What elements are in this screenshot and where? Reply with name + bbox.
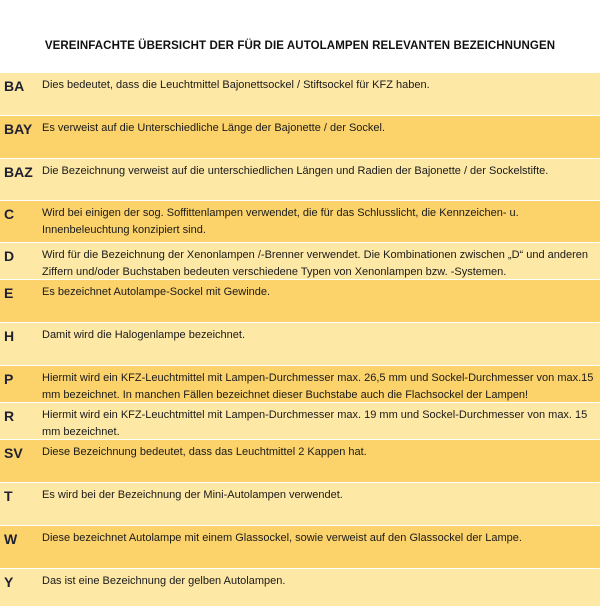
row-description: Diese bezeichnet Autolampe mit einem Glassockel, sowie verweist auf den Glassockel der Lampe.	[42, 532, 522, 544]
row-code: BAZ	[4, 164, 33, 180]
row-description: Es verweist auf die Unterschiedliche Länge der Bajonette / der Sockel.	[42, 122, 386, 134]
table-row	[0, 482, 600, 525]
row-code: SV	[4, 445, 23, 461]
table-row	[0, 279, 600, 322]
row-description: Wird für die Bezeichnung der Xenonlampen /-Brenner verwendet. Die Kombinationen zwischen „D“ und anderen Ziffern und/oder Buchstaben bedeuten verschiedene Typen von Xenonlampen bzw. -Systemen.	[42, 249, 589, 278]
row-code: T	[4, 488, 13, 504]
row-description: Es bezeichnet Autolampe-Sockel mit Gewinde.	[42, 286, 271, 298]
row-code: R	[4, 408, 15, 424]
row-description: Hiermit wird ein KFZ-Leuchtmittel mit Lampen-Durchmesser max. 19 mm und Sockel-Durchmesser von max. 15 mm bezeichnet.	[42, 409, 588, 438]
row-description: Damit wird die Halogenlampe bezeichnet.	[42, 329, 245, 341]
row-description: Hiermit wird ein KFZ-Leuchtmittel mit Lampen-Durchmesser max. 26,5 mm und Sockel-Durchmesser von max.15 mm bezeichnet. In manchen Fällen bezeichnet dieser Buchstabe auch die Flachsockel der Lampen!	[42, 372, 594, 401]
table-row	[0, 365, 600, 402]
table-row	[0, 525, 600, 568]
row-code: Y	[4, 574, 14, 590]
row-description: Wird bei einigen der sog. Soffittenlampen verwendet, die für das Schlusslicht, die Kennzeichen- u. Innenbeleuchtung konzipiert sind.	[42, 207, 519, 236]
table-row	[0, 322, 600, 365]
table-row	[0, 439, 600, 482]
row-code: BA	[4, 78, 25, 94]
row-code: BAY	[4, 121, 33, 137]
row-code: C	[4, 206, 15, 222]
table-row	[0, 242, 600, 279]
row-code: E	[4, 285, 14, 301]
glossary-table	[0, 72, 600, 606]
table-row	[0, 72, 600, 115]
table-row	[0, 200, 600, 242]
table-row	[0, 158, 600, 200]
table-row	[0, 402, 600, 439]
row-code: H	[4, 328, 15, 344]
page-title: VEREINFACHTE ÜBERSICHT DER FÜR DIE AUTOLAMPEN RELEVANTEN BEZEICHNUNGEN	[44, 40, 556, 52]
row-description: Es wird bei der Bezeichnung der Mini-Autolampen verwendet.	[42, 489, 343, 501]
row-description: Dies bedeutet, dass die Leuchtmittel Bajonettsockel / Stiftsockel für KFZ haben.	[42, 79, 430, 91]
row-description: Die Bezeichnung verweist auf die unterschiedlichen Längen und Radien der Bajonette / der Sockelstifte.	[42, 165, 549, 177]
row-description: Das ist eine Bezeichnung der gelben Autolampen.	[42, 575, 286, 587]
row-code: D	[4, 248, 15, 264]
row-code: P	[4, 371, 14, 387]
table-row	[0, 568, 600, 606]
table-row	[0, 115, 600, 158]
row-description: Diese Bezeichnung bedeutet, dass das Leuchtmittel 2 Kappen hat.	[42, 446, 367, 458]
row-code: W	[4, 531, 18, 547]
